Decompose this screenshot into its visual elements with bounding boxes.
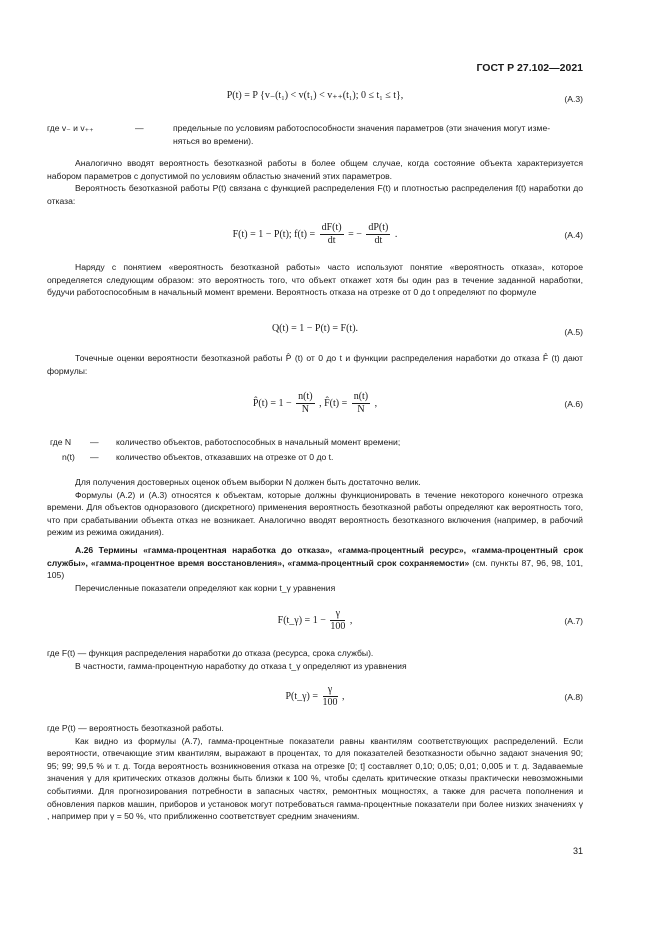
equation-a4: F(t) = 1 − P(t); f(t) = $\frac{dF(t)}{dt}$ = − $\frac{dP(t)}{dt}$ . (А.4) xyxy=(232,222,583,246)
where-key: где v₋ и v₊₊ xyxy=(47,123,94,133)
equation-a5-formula: Q(t) = 1 − P(t) = F(t). xyxy=(271,323,359,334)
equation-a4-left: F(t) = 1 − P(t); f(t) = xyxy=(232,228,316,240)
equation-a5 xyxy=(47,321,583,347)
where-dash: — xyxy=(135,123,144,133)
equation-a7-number: (А.7) xyxy=(564,616,583,626)
fraction: $\frac{dP(t)}{dt}$ xyxy=(368,222,389,246)
document-code-header: ГОСТ Р 27.102—2021 xyxy=(476,62,583,74)
equation-a3-formula: P(t) = P {v₋(t₁) < v(t₁) < v₊₊(t₁); 0 ≤ t₁ ≤ t}, xyxy=(226,90,404,101)
paragraph: Для получения достоверных оценок объем выборки N должен быть достаточно велик. xyxy=(75,477,421,487)
equation-a4-number: (А.4) xyxy=(564,230,583,240)
paragraph: где F(t) — функция распределения наработки до отказа (ресурса, срока службы). xyxy=(47,648,374,658)
where-clause-limits xyxy=(47,122,583,148)
text-block-4 xyxy=(47,476,583,594)
where-clause-N: где N — количество объектов, работоспособных в начальный момент времени; xyxy=(50,437,401,447)
text-block-2 xyxy=(47,261,583,299)
paragraph: Формулы (А.2) и (А.3) относятся к объектам, которые должны функционировать в течение некоторого конечного отрезка времени. Для объектов одноразового (дискретного) применения вероятность безотказной работы определяют как вероятность того, что при срабатывании объекта отказ не возникает. Аналогично вводят вероятность безотказного включения (например, в рабочий режим из режима ожидания). xyxy=(47,489,583,538)
text-block-6 xyxy=(47,722,583,823)
paragraph: Перечисленные показатели определяют как корни t_γ уравнения xyxy=(75,582,336,593)
equation-a3-number: (А.3) xyxy=(564,94,583,104)
paragraph: Вероятность безотказной работы P(t) связана с функцией распределения F(t) и плотностью распределения f(t) наработки до отказа: xyxy=(47,183,583,206)
where-value-line2: няться во времени). xyxy=(173,135,254,146)
fraction: $\frac{\gamma}{100}$ xyxy=(322,684,338,708)
equation-a8: P(t_γ) = $\frac{\gamma}{100}$ , (А.8) xyxy=(285,684,583,708)
paragraph: где P(t) — вероятность безотказной работы. xyxy=(47,723,224,733)
section-heading: А.26 Термины «гамма-процентная наработка до отказа», «гамма-процентный ресурс», «гамма-процентный срок службы», «гамма-процентное время восстановления», «гамма-процентный срок сохраняемости» (см. пункты 87, 96, 98, 101, 105) xyxy=(47,544,584,581)
paragraph: Как видно из формулы (А.7), гамма-процентные показатели равны квантилям соответствующих распределений. Если вероятности, отвечающие этим квантилям, выражают в процентах, то для показателей безотказности обычно задают значения 90; 95; 99; 99,5 % и т. д. Тогда вероятность возникновения отказа на отрезке [0; t] составляет 0,10; 0,05; 0,01; 0,005 и т. д. Задаваемые значения γ для критических отказов должны быть близки к 100 %, чтобы сделать критические отказы практически невозможными событиями. Для прогнозирования потребности в запасных частях, ремонтных мощностях, а также для расчета пополнения и обновления парков машин, приборов и установок могут потребоваться гамма-процентные показатели при более низких значениях γ , например при γ = 50 %, что приближенно соответствует средним значениям. xyxy=(47,735,583,822)
paragraph: Аналогично вводят вероятность безотказной работы в более общем случае, когда состояние объекта характеризуется набором параметров с допустимой по условиям областью значений этих параметров. xyxy=(47,158,583,181)
fraction: $\frac{dF(t)}{dt}$ xyxy=(321,222,342,246)
where-value-line1: предельные по условиям работоспособности значения параметров (эти значения могут изме- xyxy=(173,123,551,133)
fraction: $\frac{n(t)}{N}$ xyxy=(353,391,369,415)
text-block-5 xyxy=(47,647,583,672)
where-clause-n: n(t) — количество объектов, отказавших на отрезке от 0 до t. xyxy=(62,452,334,462)
equation-a8-number: (А.8) xyxy=(564,692,583,702)
equation-a6-left: P̂(t) = 1 − xyxy=(252,397,292,409)
paragraph: Точечные оценки вероятности безотказной работы P̂ (t) от 0 до t и функции распределения наработки до отказа F̂ (t) дают формулы: xyxy=(47,353,583,376)
text-block-3 xyxy=(47,352,583,377)
equation-a6: P̂(t) = 1 − $\frac{n(t)}{N}$ , F̂(t) = $\frac{n(t)}{N}$ , (А.6) xyxy=(252,391,583,415)
fraction: $\frac{\gamma}{100}$ xyxy=(330,608,346,632)
paragraph: Наряду с понятием «вероятность безотказной работы» часто используют понятие «вероятность отказа», которое определяется следующим образом: это вероятность того, что объект откажет хотя бы один раз в течение заданной наработки, будучи работоспособным в начальный момент времени. Вероятность отказа на отрезке от 0 до t определяют по формуле xyxy=(47,262,583,298)
equation-a5-number: (А.5) xyxy=(564,327,583,337)
page-number: 31 xyxy=(572,846,583,856)
equation-a6-number: (А.6) xyxy=(564,399,583,409)
paragraph: В частности, гамма-процентную наработку до отказа t_γ определяют из уравнения xyxy=(75,660,407,671)
fraction: $\frac{n(t)}{N}$ xyxy=(298,391,313,415)
equation-a3 xyxy=(47,88,583,114)
equation-a7: F(t_γ) = 1 − $\frac{\gamma}{100}$ , (А.7) xyxy=(277,608,583,632)
text-block-1 xyxy=(47,157,583,207)
